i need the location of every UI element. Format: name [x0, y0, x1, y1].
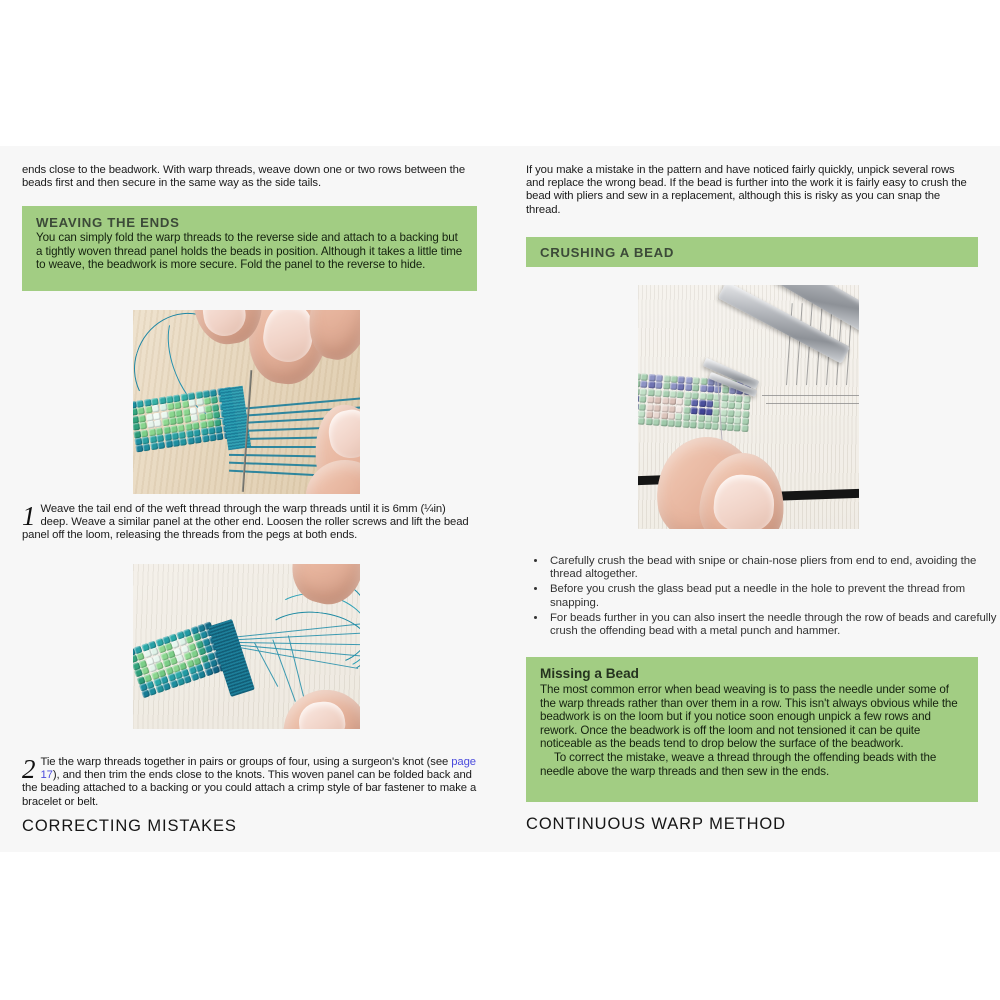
- step-1-text: Weave the tail end of the weft thread through the warp threads until it is 6mm (¼in) deep. Weave a similar panel at the other end. Loosen the roller screws and lift the bead panel off the loom, releasing the threads from the pegs at both ends.: [22, 503, 469, 542]
- bead: [704, 422, 711, 429]
- bead: [735, 410, 742, 417]
- bead: [661, 397, 668, 404]
- bead: [639, 403, 646, 410]
- bead: [655, 382, 662, 389]
- bead: [638, 418, 645, 425]
- bead: [662, 382, 669, 389]
- bead: [645, 418, 652, 425]
- bead: [639, 396, 646, 403]
- bead: [654, 397, 661, 404]
- weaving-the-ends-callout: [22, 206, 477, 291]
- bead: [668, 405, 675, 412]
- step-2-text: [22, 756, 478, 809]
- left-intro-paragraph: ends close to the beadwork. With warp threads, weave down one or two rows between the beads first and then secure in the same way as the side tails.: [22, 164, 465, 190]
- bead: [682, 421, 689, 428]
- missing-a-bead-callout: [526, 657, 978, 802]
- bead: [677, 391, 684, 398]
- bead: [735, 402, 742, 409]
- bead: [697, 422, 704, 429]
- callout-body-paragraph-2: To correct the mistake, weave a thread through the offending beads with the needle above the warp threads and then sew in the ends.: [540, 750, 937, 778]
- step-2-text-part2: ), and then trim the ends close to the knots. This woven panel can be folded back and the beading attached to a backing or you could attach a crimp style of bar fastener to make a bracelet or belt.: [22, 769, 477, 808]
- bead: [640, 388, 647, 395]
- bead: [683, 406, 690, 413]
- bead: [646, 411, 653, 418]
- bead: [670, 383, 677, 390]
- bead: [213, 411, 221, 419]
- bead: [684, 399, 691, 406]
- bead: [697, 415, 704, 422]
- bead: [157, 442, 165, 450]
- callout-body-paragraph-1: The most common error when bead weaving is to pass the needle under some of the warp threads rather than over them in a row. This isn't always obvious while the beadwork is on the loom but if you notice soon enough unpick a few rows and rework. Once the beadwork is off the loom and not tensioned it can be quite noticeable as the beads tend to drop below the surface of the beadwork.: [540, 683, 958, 751]
- warp-thread: [762, 395, 859, 396]
- step-1-number: 1: [22, 501, 36, 531]
- bead: [741, 425, 748, 432]
- bead: [705, 415, 712, 422]
- bead: [720, 401, 727, 408]
- bead: [692, 384, 699, 391]
- bead: [191, 414, 199, 422]
- bead: [675, 420, 682, 427]
- bead: [669, 398, 676, 405]
- bead: [653, 419, 660, 426]
- warp-thread: [766, 403, 859, 404]
- step-2-text-part1: Tie the warp threads together in pairs or groups of four, using a surgeon's knot (see: [40, 756, 452, 768]
- bead: [707, 386, 714, 393]
- bead: [726, 424, 733, 431]
- figure-weaving-tail-photo: [133, 310, 360, 494]
- bead: [689, 421, 696, 428]
- bead: [698, 400, 705, 407]
- bead: [691, 392, 698, 399]
- crushing-bead-bullet-list: [526, 555, 999, 640]
- bead: [727, 409, 734, 416]
- bead: [698, 407, 705, 414]
- bead: [662, 390, 669, 397]
- bead: [692, 377, 699, 384]
- bead: [154, 420, 162, 428]
- bead: [734, 424, 741, 431]
- bead: [660, 419, 667, 426]
- bead: [742, 418, 749, 425]
- bead: [670, 376, 677, 383]
- bead: [647, 396, 654, 403]
- section-heading-correcting-mistakes: CORRECTING MISTAKES: [22, 817, 237, 835]
- callout-title: Missing a Bead: [540, 666, 639, 681]
- section-heading-continuous-warp-method: CONTINUOUS WARP METHOD: [526, 815, 786, 833]
- crushing-a-bead-bar: [526, 237, 978, 267]
- bead: [216, 433, 224, 441]
- page-17-link[interactable]: page 17: [40, 756, 476, 782]
- bead: [653, 411, 660, 418]
- bead: [648, 381, 655, 388]
- bead: [646, 404, 653, 411]
- callout-body: [540, 683, 964, 778]
- bead: [654, 404, 661, 411]
- bead: [677, 383, 684, 390]
- bead: [743, 403, 750, 410]
- bead: [691, 399, 698, 406]
- bead: [661, 405, 668, 412]
- bead: [640, 381, 647, 388]
- bead: [194, 436, 202, 444]
- bead: [721, 387, 728, 394]
- bead: [656, 375, 663, 382]
- bead: [712, 416, 719, 423]
- bead: [727, 417, 734, 424]
- step-2-number: 2: [22, 754, 36, 784]
- bead: [706, 400, 713, 407]
- bead: [685, 377, 692, 384]
- bead: [734, 417, 741, 424]
- bead: [728, 402, 735, 409]
- bead: [669, 390, 676, 397]
- document-page: [0, 146, 1000, 852]
- bead: [668, 412, 675, 419]
- bar-title: CRUSHING A BEAD: [540, 245, 675, 260]
- bead: [705, 408, 712, 415]
- bead: [712, 423, 719, 430]
- bead: [690, 407, 697, 414]
- bead: [660, 412, 667, 419]
- bead: [699, 385, 706, 392]
- bead: [676, 398, 683, 405]
- bead: [743, 395, 750, 402]
- callout-title: WEAVING THE ENDS: [36, 215, 180, 230]
- bead: [742, 410, 749, 417]
- figure-tying-warp-photo: [133, 564, 360, 729]
- list-item: • For beads further in you can also insert the needle through the row of beads and carefully crush the offending bead with a metal punch and hammer.: [547, 612, 999, 639]
- bead: [699, 392, 706, 399]
- right-intro-paragraph: If you make a mistake in the pattern and have noticed fairly quickly, unpick several rows and replace the wrong bead. If the bead is further into the work it is fairly easy to crush the bead with pliers and sew in a replacement, although this is risky as you can snap the thread.: [526, 164, 967, 216]
- bead: [641, 374, 648, 381]
- list-item: • Before you crush the glass bead put a needle in the hole to prevent the thread from snapping.: [547, 583, 999, 610]
- bead: [720, 409, 727, 416]
- bead: [706, 393, 713, 400]
- bead: [721, 394, 728, 401]
- bead: [667, 420, 674, 427]
- bead: [700, 378, 707, 385]
- bead: [675, 413, 682, 420]
- bead: [690, 414, 697, 421]
- bead: [648, 374, 655, 381]
- bead: [684, 391, 691, 398]
- list-item: • Carefully crush the bead with snipe or chain-nose pliers from end to end, avoiding the thread altogether.: [547, 555, 999, 582]
- bead: [736, 395, 743, 402]
- bead: [647, 389, 654, 396]
- step-1: [22, 503, 474, 543]
- bead: [728, 394, 735, 401]
- bead: [683, 413, 690, 420]
- bead: [638, 410, 645, 417]
- figure-crushing-bead-photo: [638, 285, 859, 529]
- bead: [678, 376, 685, 383]
- bead: [676, 406, 683, 413]
- step-2: [22, 756, 478, 809]
- bead: [685, 384, 692, 391]
- bead: [663, 375, 670, 382]
- bead: [655, 389, 662, 396]
- callout-body: You can simply fold the warp threads to the reverse side and attach to a backing but a tightly woven thread panel holds the beads in position. Although it takes a little time to weave, the beadwork is more secure. Fold the panel to the reverse to hide.: [36, 231, 463, 272]
